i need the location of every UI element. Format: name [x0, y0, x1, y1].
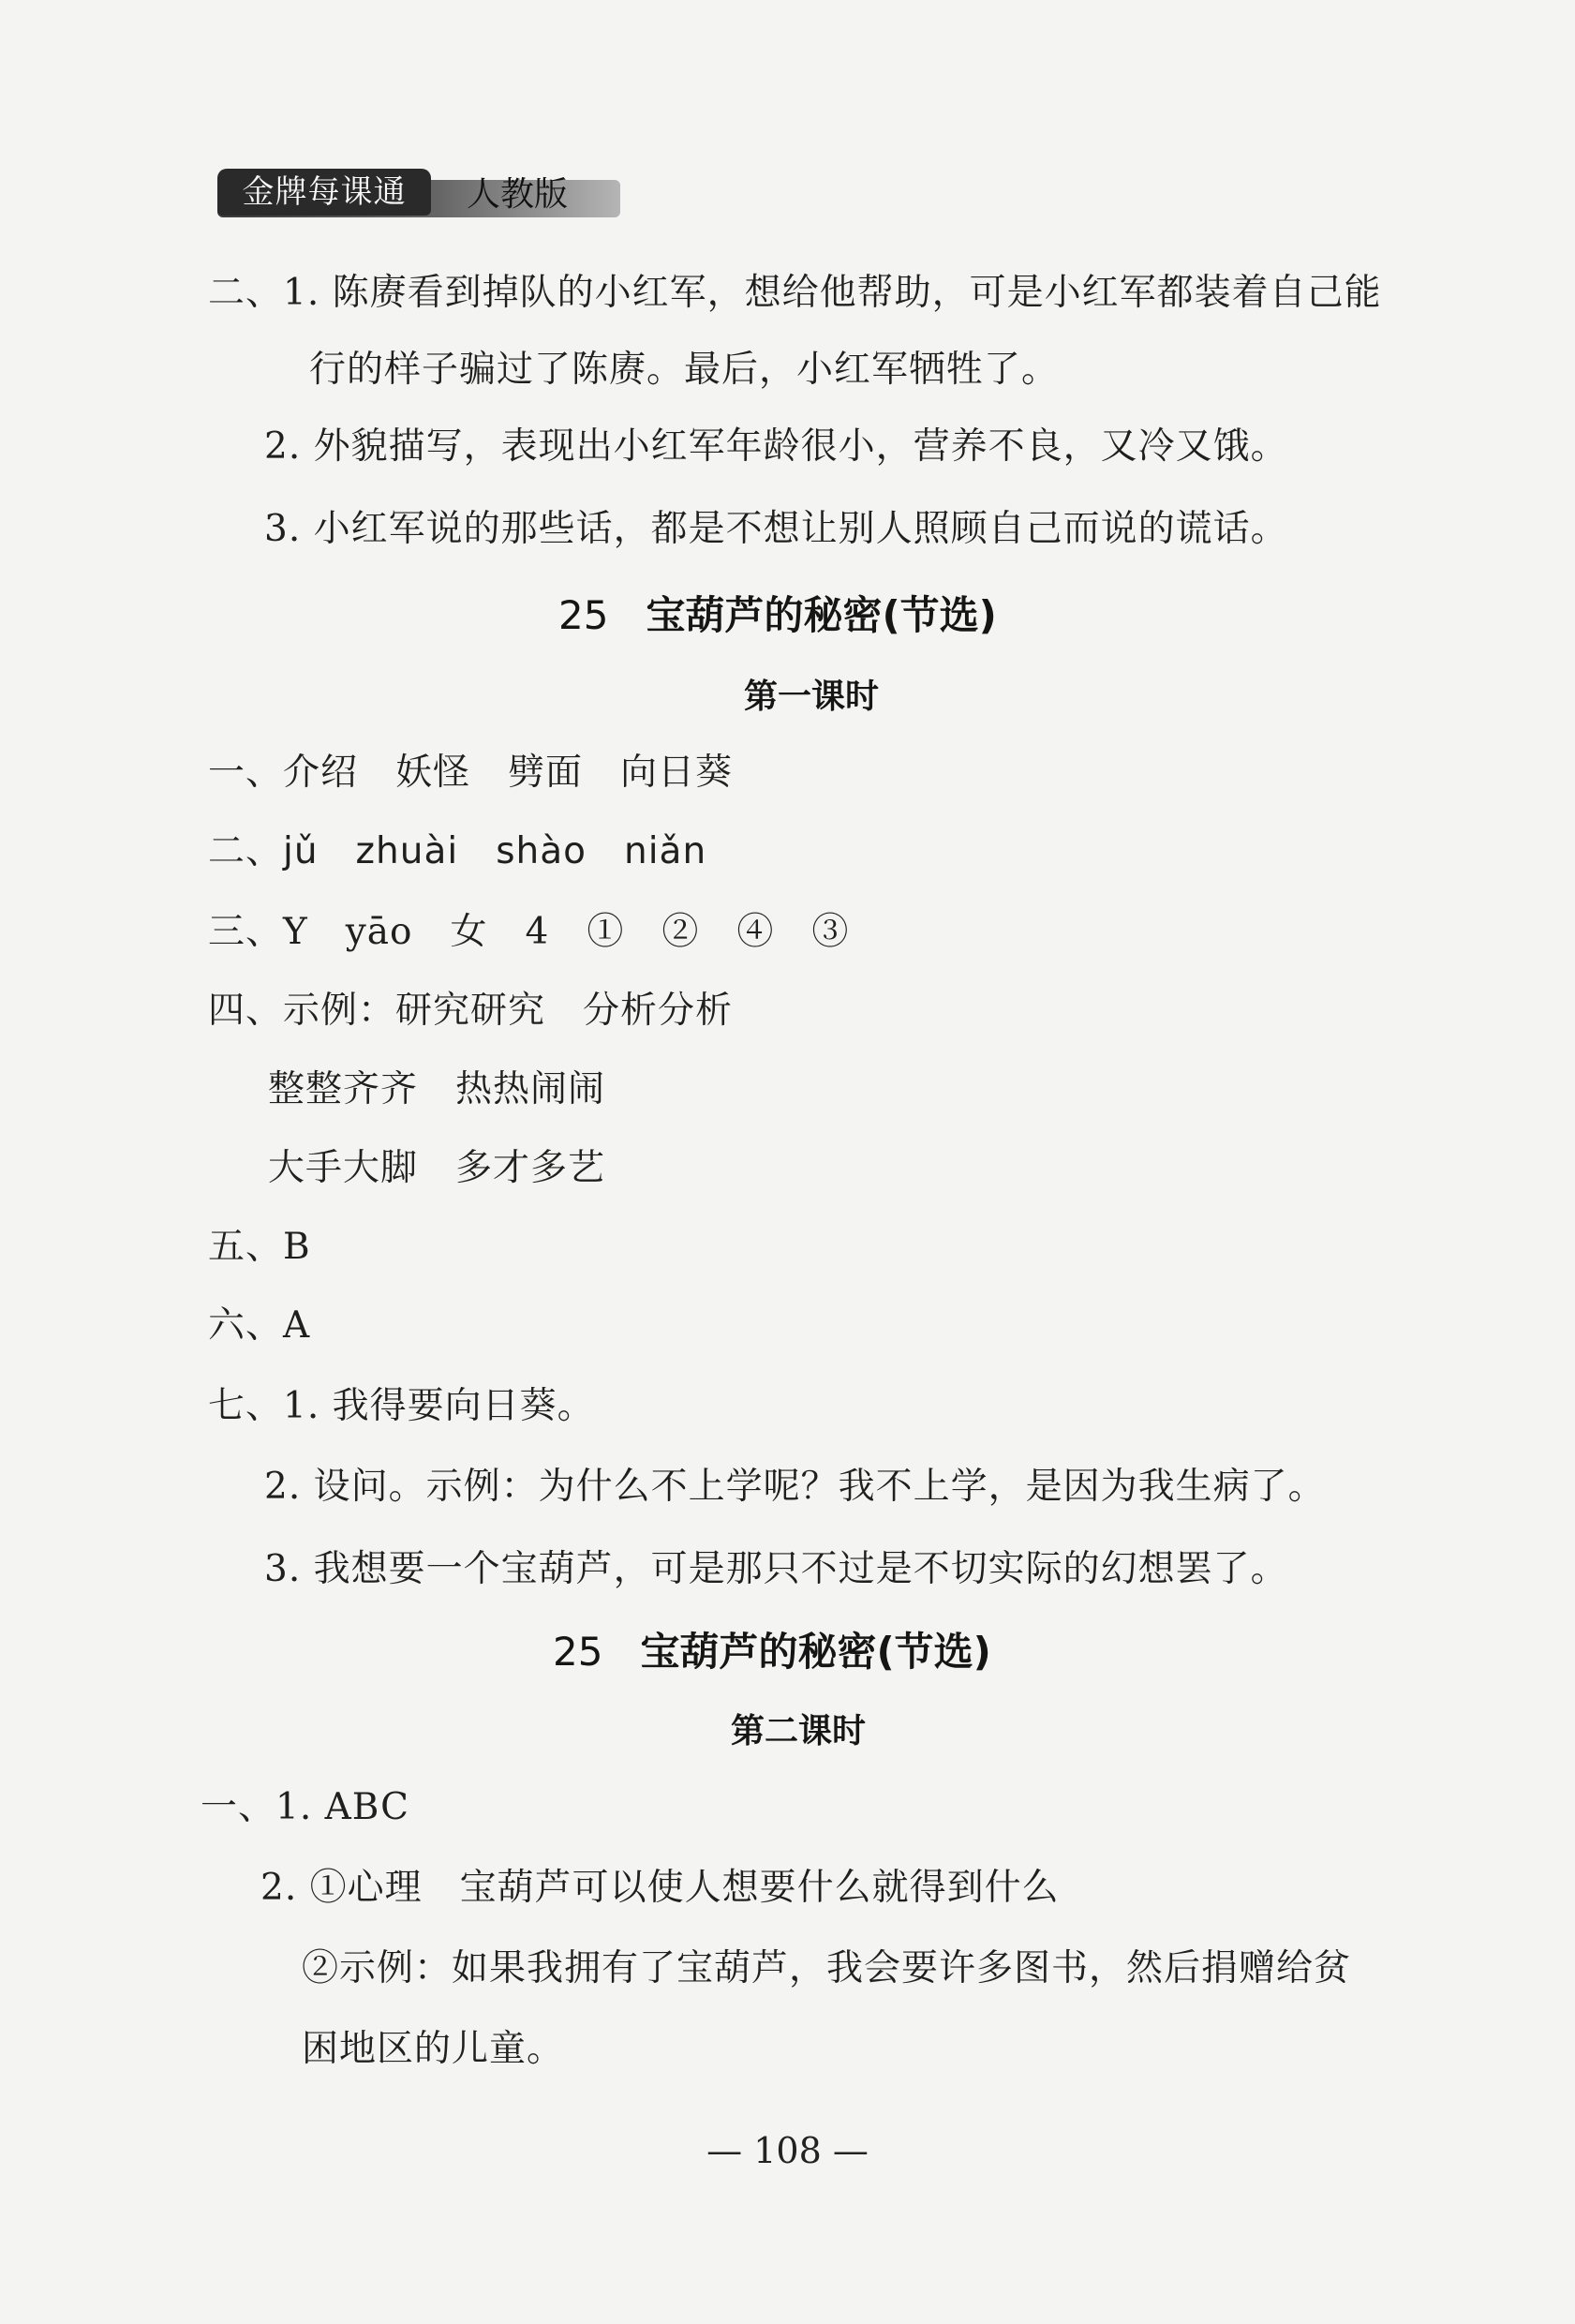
- answer-line: 3. 我想要一个宝葫芦，可是那只不过是不切实际的幻想罢了。: [264, 1548, 1288, 1590]
- answer-line: 三、Y yāo 女 4 ① ② ④ ③: [208, 911, 850, 953]
- answer-line: 行的样子骗过了陈赓。最后，小红军牺牲了。: [309, 349, 1060, 391]
- lesson-title: [553, 1627, 991, 1677]
- answer-line: 大手大脚 多才多艺: [268, 1147, 606, 1189]
- answer-line: 2. ①心理 宝葫芦可以使人想要什么就得到什么: [260, 1867, 1060, 1909]
- lesson-title-text: 宝葫芦的秘密(节选): [646, 592, 997, 638]
- answer-line: 一、1. ABC: [201, 1786, 409, 1828]
- period-title: 第二课时: [731, 1712, 867, 1750]
- answer-line: ②示例：如果我拥有了宝葫芦，我会要许多图书，然后捐赠给贫: [302, 1947, 1352, 1989]
- book-header: [217, 169, 620, 221]
- answer-line: 2. 外貌描写，表现出小红军年龄很小，营养不良，又冷又饿。: [264, 425, 1288, 468]
- answer-line: 一、介绍 妖怪 劈面 向日葵: [208, 752, 734, 794]
- lesson-number: 25: [553, 1629, 603, 1675]
- answer-line: 七、1. 我得要向日葵。: [208, 1385, 595, 1427]
- answer-line: 3. 小红军说的那些话，都是不想让别人照顾自己而说的谎话。: [264, 508, 1288, 550]
- edition-label: 人教版: [467, 175, 569, 214]
- answer-line: 二、jǔ zhuài shào niǎn: [208, 830, 707, 872]
- answer-line: 2. 设问。示例：为什么不上学呢？我不上学，是因为我生病了。: [264, 1466, 1326, 1508]
- answer-line: 四、示例：研究研究 分析分析: [208, 990, 734, 1032]
- lesson-title-text: 宝葫芦的秘密(节选): [640, 1629, 991, 1675]
- page-number: — 108 —: [706, 2130, 869, 2171]
- answer-line: 六、A: [208, 1304, 311, 1347]
- answer-line: 困地区的儿童。: [302, 2028, 565, 2070]
- answer-line: 五、B: [208, 1226, 311, 1268]
- lesson-title: [558, 590, 997, 641]
- series-badge: 金牌每课通: [217, 169, 431, 216]
- answer-line: 二、1. 陈赓看到掉队的小红军，想给他帮助，可是小红军都装着自己能: [208, 272, 1382, 314]
- lesson-number: 25: [558, 592, 609, 638]
- answer-line: 整整齐齐 热热闹闹: [268, 1068, 606, 1110]
- period-title: 第一课时: [744, 678, 880, 716]
